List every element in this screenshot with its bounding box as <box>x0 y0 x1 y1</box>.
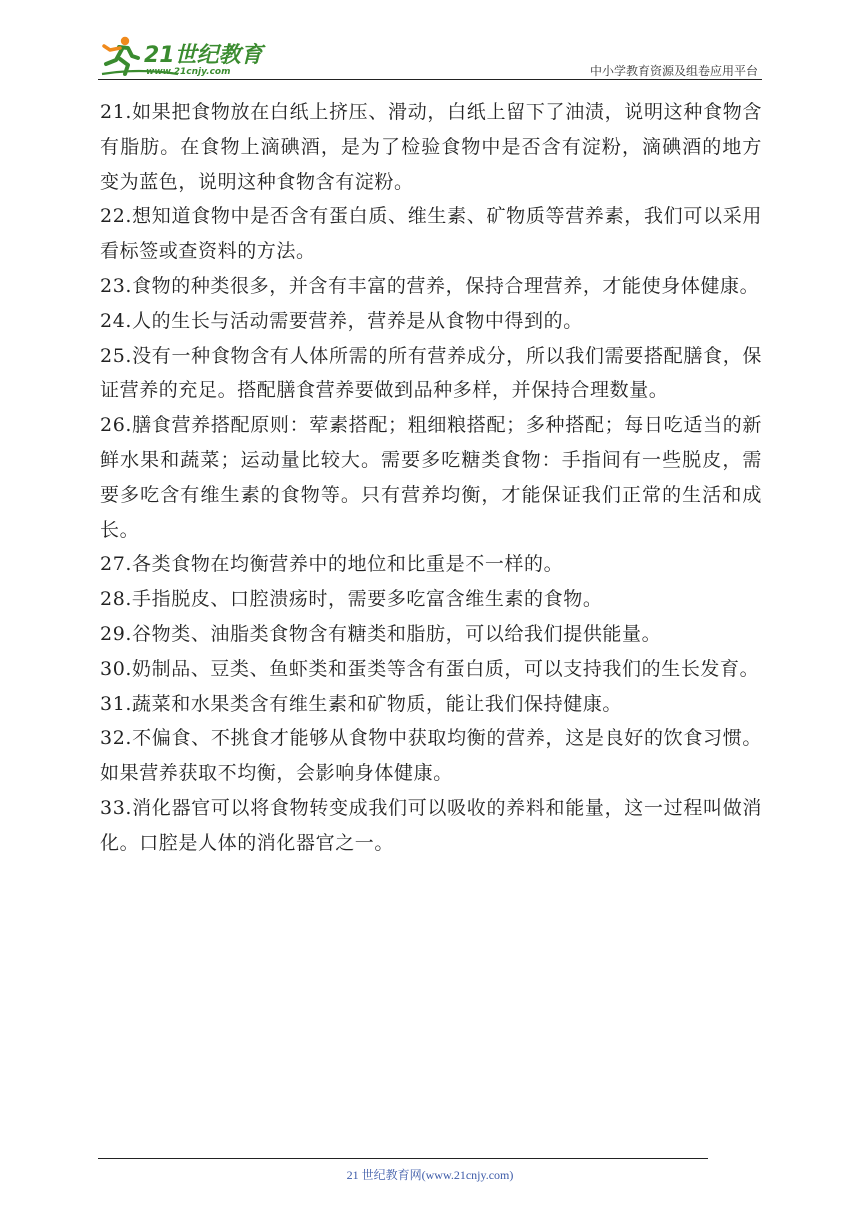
paragraph-22: 22.想知道食物中是否含有蛋白质、维生素、矿物质等营养素，我们可以采用看标签或查资料的方法。 <box>100 205 762 263</box>
paragraph-24: 24.人的生长与活动需要营养，营养是从食物中得到的。 <box>100 309 583 332</box>
site-logo <box>98 34 268 78</box>
header-divider <box>98 79 762 80</box>
paragraph-26: 26.膳食营养搭配原则：荤素搭配；粗细粮搭配；多种搭配；每日吃适当的新鲜水果和蔬菜；运动量比较大。需要多吃糖类食物：手指间有一些脱皮，需要多吃含有维生素的食物等。只有营养均衡，才能保证我们正常的生活和成长。 <box>100 414 762 541</box>
paragraph-25: 25.没有一种食物含有人体所需的所有营养成分，所以我们需要搭配膳食，保证营养的充足。搭配膳食营养要做到品种多样，并保持合理数量。 <box>100 344 762 402</box>
page-header <box>98 32 762 80</box>
paragraph-32: 32.不偏食、不挑食才能够从食物中获取均衡的营养，这是良好的饮食习惯。如果营养获取不均衡，会影响身体健康。 <box>100 727 762 785</box>
paragraph-27: 27.各类食物在均衡营养中的地位和比重是不一样的。 <box>100 553 564 576</box>
logo-text: 21世纪教育 <box>144 43 263 68</box>
paragraph-28: 28.手指脱皮、口腔溃疡时，需要多吃富含维生素的食物。 <box>100 588 603 611</box>
paragraph-30: 30.奶制品、豆类、鱼虾类和蛋类等含有蛋白质，可以支持我们的生长发育。 <box>100 657 760 680</box>
paragraph-23: 23.食物的种类很多，并含有丰富的营养，保持合理营养，才能使身体健康。 <box>100 274 760 297</box>
logo-url: www.21cnjy.com <box>146 67 231 77</box>
platform-tagline: 中小学教育资源及组卷应用平台 <box>589 64 758 78</box>
paragraph-29: 29.谷物类、油脂类食物含有糖类和脂肪，可以给我们提供能量。 <box>100 622 662 645</box>
paragraph-33: 33.消化器官可以将食物转变成我们可以吸收的养料和能量，这一过程叫做消化。口腔是人体的消化器官之一。 <box>100 796 762 854</box>
paragraph-31: 31.蔬菜和水果类含有维生素和矿物质，能让我们保持健康。 <box>100 692 623 715</box>
paragraph-21: 21.如果把食物放在白纸上挤压、滑动，白纸上留下了油渍，说明这种食物含有脂肪。在食物上滴碘酒，是为了检验食物中是否含有淀粉，滴碘酒的地方变为蓝色，说明这种食物含有淀粉。 <box>100 101 762 193</box>
footer-link[interactable]: 21 世纪教育网(www.21cnjy.com) <box>346 1168 514 1182</box>
document-body <box>100 95 762 861</box>
footer-divider <box>98 1158 708 1159</box>
